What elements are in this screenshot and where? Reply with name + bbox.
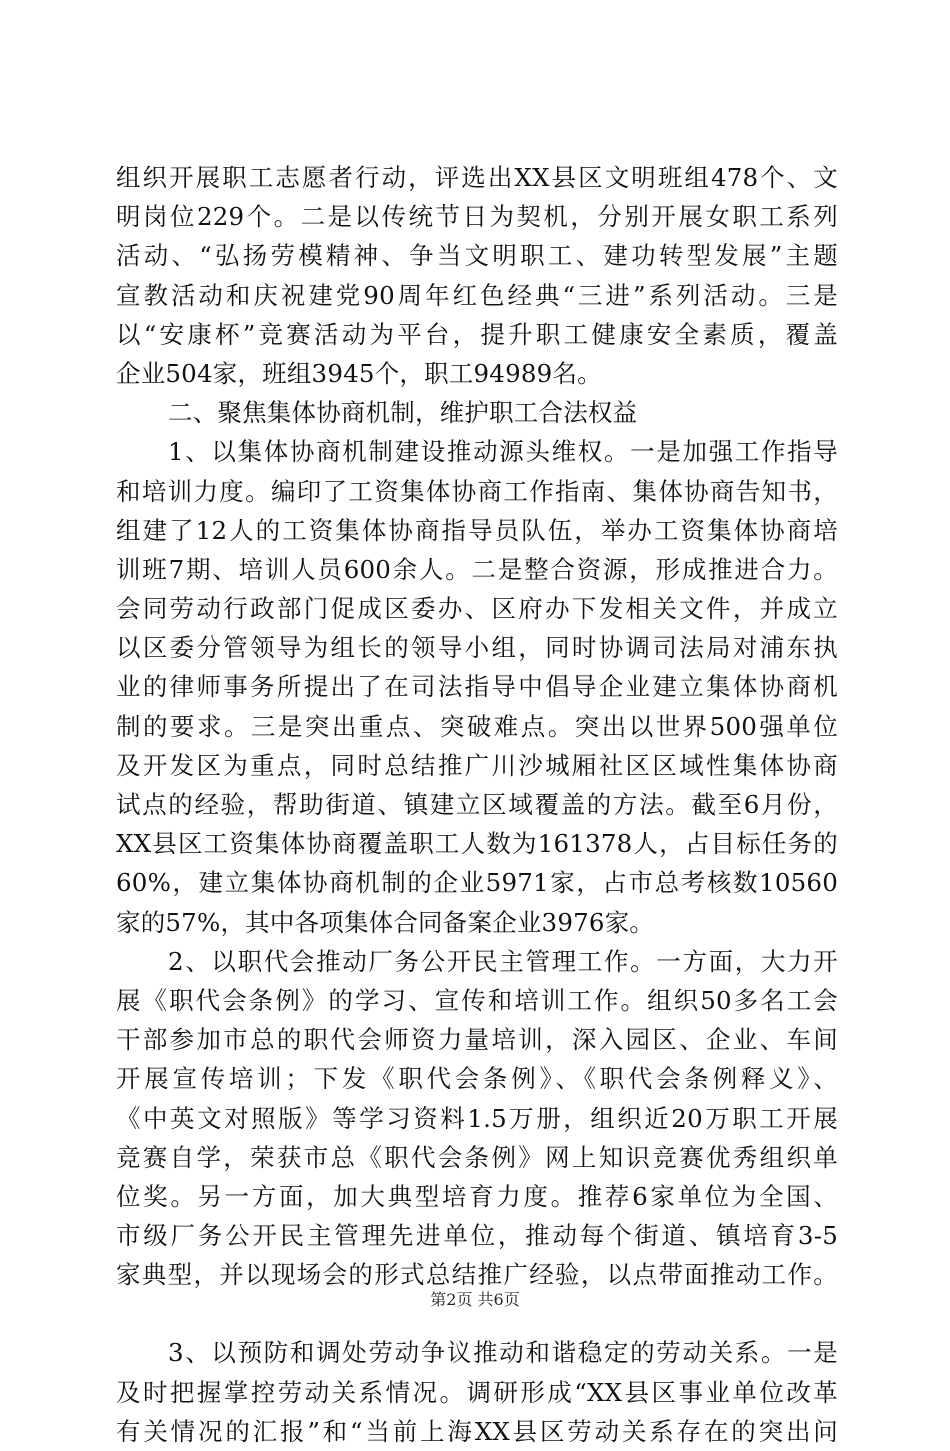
text-line: 明岗位229个。二是以传统节日为契机，分别开展女职工系列: [116, 202, 838, 232]
text-line: 位奖。另一方面，加大典型培育力度。推荐6家单位为全国、: [116, 1181, 838, 1211]
text-line: 试点的经验，帮助街道、镇建立区域覆盖的方法。截至6月份，: [116, 790, 838, 819]
text-line: 1、以集体协商机制建设推动源头维权。一是加强工作指导: [168, 437, 838, 467]
paragraph-workers-congress: [116, 942, 838, 1295]
text-line: 开展宣传培训；下发《职代会条例》、《职代会条例释义》、: [116, 1064, 838, 1094]
text-line: 和培训力度。编印了工资集体协商工作指南、集体协商告知书，: [116, 476, 838, 506]
text-line: 企业504家，班组3945个，职工94989名。: [116, 358, 602, 388]
paragraph-collective-bargaining: [116, 432, 838, 941]
text-line: XX县区工资集体协商覆盖职工人数为161378人，占目标任务的: [116, 829, 838, 859]
heading-text: 二、聚焦集体协商机制，维护职工合法权益: [168, 398, 638, 428]
text-line: 干部参加市总的职代会师资力量培训，深入园区、企业、车间: [116, 1025, 838, 1055]
text-line: 组织开展职工志愿者行动，评选出XX县区文明班组478个、文: [116, 163, 838, 192]
text-line: 会同劳动行政部门促成区委办、区府办下发相关文件，并成立: [116, 594, 838, 624]
text-line: 有关情况的汇报”和“当前上海XX县区劳动关系存在的突出问: [116, 1416, 838, 1446]
text-line: 活动、“弘扬劳模精神、争当文明职工、建功转型发展”主题: [116, 241, 838, 271]
text-line: 以“安康杯”竞赛活动为平台，提升职工健康安全素质，覆盖: [116, 319, 838, 349]
section-heading: [116, 393, 838, 432]
text-line: 家的57%，其中各项集体合同备案企业3976家。: [116, 907, 655, 937]
paragraph-continuation: [116, 158, 838, 393]
text-line: 业的律师事务所提出了在司法指导中倡导企业建立集体协商机: [116, 672, 838, 702]
text-line: 及时把握掌控劳动关系情况。调研形成“XX县区事业单位改革: [116, 1377, 838, 1407]
text-line: 60%，建立集体协商机制的企业5971家，占市总考核数10560: [116, 868, 838, 898]
text-line: 以区委分管领导为组长的领导小组，同时协调司法局对浦东执: [116, 633, 838, 663]
text-line: 及开发区为重点，同时总结推广川沙城厢社区区域性集体协商: [116, 750, 838, 780]
text-line: 竞赛自学，荣获市总《职代会条例》网上知识竞赛优秀组织单: [116, 1142, 838, 1172]
text-line: 市级厂务公开民主管理先进单位，推动每个街道、镇培育3-5: [116, 1221, 838, 1251]
text-line: 2、以职代会推动厂务公开民主管理工作。一方面，大力开: [168, 946, 838, 976]
document-body: [116, 158, 838, 1451]
text-line: 展《职代会条例》的学习、宣传和培训工作。组织50多名工会: [116, 985, 838, 1015]
text-line: 宣教活动和庆祝建党90周年红色经典“三进”系列活动。三是: [116, 280, 838, 310]
paragraph-labor-disputes: [116, 1333, 838, 1451]
text-line: 3、以预防和调处劳动争议推动和谐稳定的劳动关系。一是: [168, 1338, 838, 1368]
text-line: 组建了12人的工资集体协商指导员队伍，举办工资集体协商培: [116, 515, 838, 545]
text-line: 训班7期、培训人员600余人。二是整合资源，形成推进合力。: [116, 554, 838, 584]
text-line: 家典型，并以现场会的形式总结推广经验，以点带面推动工作。: [116, 1260, 838, 1290]
page-footer: [0, 1290, 950, 1310]
text-line: 《中英文对照版》等学习资料1.5万册，组织近20万职工开展: [116, 1103, 838, 1133]
text-line: 制的要求。三是突出重点、突破难点。突出以世界500强单位: [116, 711, 838, 741]
page-number-label: 第2页 共6页: [430, 1290, 520, 1309]
